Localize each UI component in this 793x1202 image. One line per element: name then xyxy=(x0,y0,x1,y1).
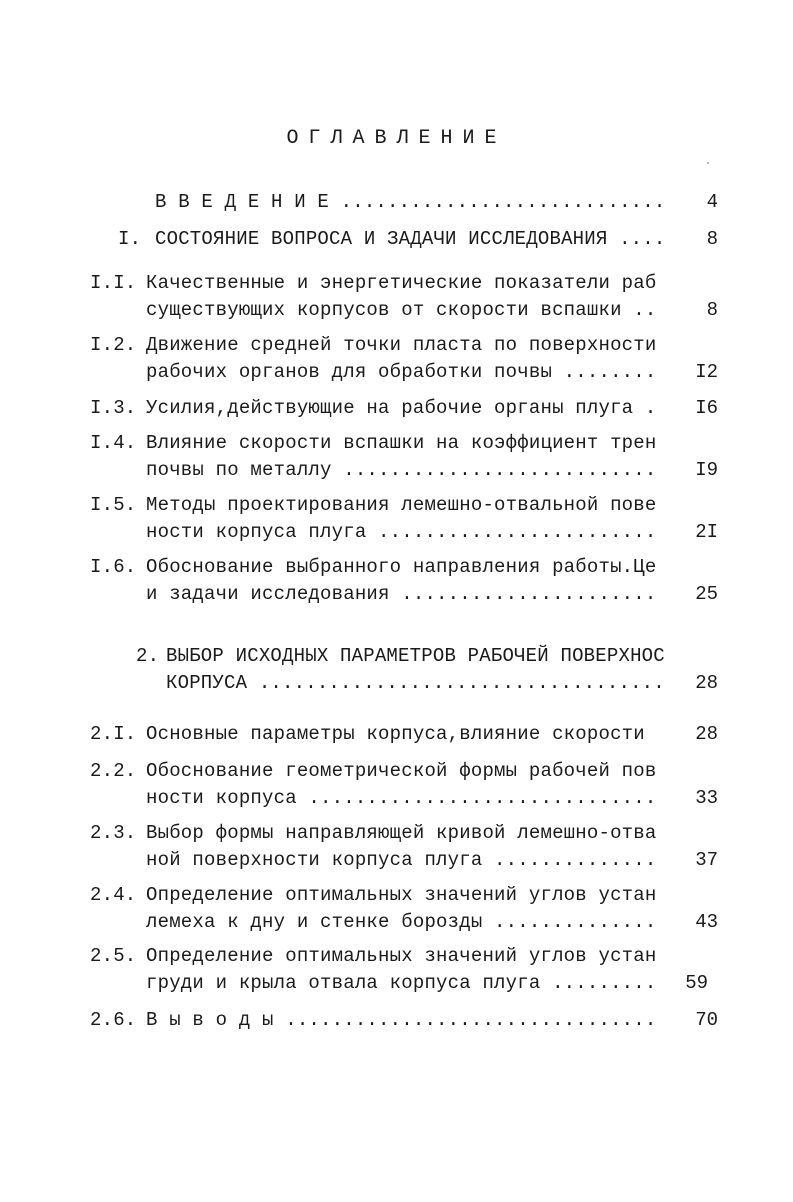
toc-entry-text: ВЫБОР ИСХОДНЫХ ПАРАМЕТРОВ РАБОЧЕЙ ПОВЕРХНОС xyxy=(166,645,665,667)
toc-entry-number: 2.2. xyxy=(90,760,137,782)
toc-entry-text: СОСТОЯНИЕ ВОПРОСА И ЗАДАЧИ ИССЛЕДОВАНИЯ .... xyxy=(155,228,666,250)
toc-entry-text: В ы в о д ы ................................ xyxy=(146,1009,657,1031)
toc-entry-text: Определение оптимальных значений углов устан xyxy=(146,945,657,967)
toc-page-number: 33 xyxy=(695,787,718,809)
toc-page-number: 37 xyxy=(695,849,718,871)
toc-entry-text: Влияние скорости вспашки на коэффициент трен xyxy=(146,432,657,454)
toc-entry-number: I. xyxy=(118,228,142,250)
toc-entry-number: 2. xyxy=(136,645,160,667)
toc-entry-text: Методы проектирования лемешно-отвальной пове xyxy=(146,494,657,516)
toc-entry-text: ной поверхности корпуса плуга .............. xyxy=(146,849,657,871)
toc-entry-number: 2.5. xyxy=(90,945,137,967)
toc-entry-number: I.2. xyxy=(90,334,137,356)
toc-entry-text: ности корпуса плуга ........................ xyxy=(146,521,657,543)
toc-entry-text: рабочих органов для обработки почвы ........ xyxy=(146,361,657,383)
scan-speck xyxy=(707,162,709,164)
toc-page-number: 25 xyxy=(695,583,718,605)
toc-page-number: I9 xyxy=(695,459,718,481)
toc-page-number: 2I xyxy=(695,521,718,543)
toc-entry-text: груди и крыла отвала корпуса плуга ......... xyxy=(146,972,657,994)
toc-page-number: 4 xyxy=(706,191,718,213)
toc-entry-text: Движение средней точки пласта по поверхности xyxy=(146,334,657,356)
toc-entry-text: Качественные и энергетические показатели раб xyxy=(146,272,657,294)
toc-page-number: 8 xyxy=(706,228,718,250)
toc-entry-text: Выбор формы направляющей кривой лемешно-отва xyxy=(146,822,657,844)
toc-entry-number: I.4. xyxy=(90,432,137,454)
toc-entry-number: I.3. xyxy=(90,397,137,419)
toc-entry-text: Определение оптимальных значений углов устан xyxy=(146,884,657,906)
toc-page-number: 8 xyxy=(706,299,718,321)
toc-page-number: I6 xyxy=(695,397,718,419)
toc-entry-text: Обоснование выбранного направления работы.Це xyxy=(146,556,657,578)
toc-entry-text: Основные параметры корпуса,влияние скорости xyxy=(146,723,657,745)
toc-entry-number: I.6. xyxy=(90,556,137,578)
toc-entry-text: лемеха к дну и стенке борозды .............. xyxy=(146,911,657,933)
toc-entry-text: В В Е Д Е Н И Е ............................ xyxy=(155,191,666,213)
toc-page-number: 43 xyxy=(695,911,718,933)
toc-entry-text: и задачи исследования ...................... xyxy=(146,583,657,605)
toc-entry-text: КОРПУСА ................................... xyxy=(166,672,665,694)
toc-page-number: 28 xyxy=(695,672,718,694)
toc-entry-number: 2.3. xyxy=(90,822,137,844)
toc-entry-number: 2.4. xyxy=(90,884,137,906)
toc-entry-text: ности корпуса .............................. xyxy=(146,787,657,809)
toc-entry-number: I.5. xyxy=(90,494,137,516)
toc-entry-text: Обоснование геометрической формы рабочей пов xyxy=(146,760,657,782)
toc-entry-text: Усилия,действующие на рабочие органы плуга . xyxy=(146,397,657,419)
toc-entry-number: 2.I. xyxy=(90,723,137,745)
toc-page-number: I2 xyxy=(695,361,718,383)
toc-page-number: 70 xyxy=(695,1009,718,1031)
toc-entry-text: существующих корпусов от скорости вспашки .. xyxy=(146,299,657,321)
toc-page-number: 28 xyxy=(695,723,718,745)
page-title: ОГЛАВЛЕНИЕ xyxy=(286,127,507,150)
toc-entry-number: I.I. xyxy=(90,272,137,294)
toc-entry-number: 2.6. xyxy=(90,1009,137,1031)
toc-page-number: 59 xyxy=(685,972,708,994)
toc-entry-text: почвы по металлу ........................... xyxy=(146,459,657,481)
